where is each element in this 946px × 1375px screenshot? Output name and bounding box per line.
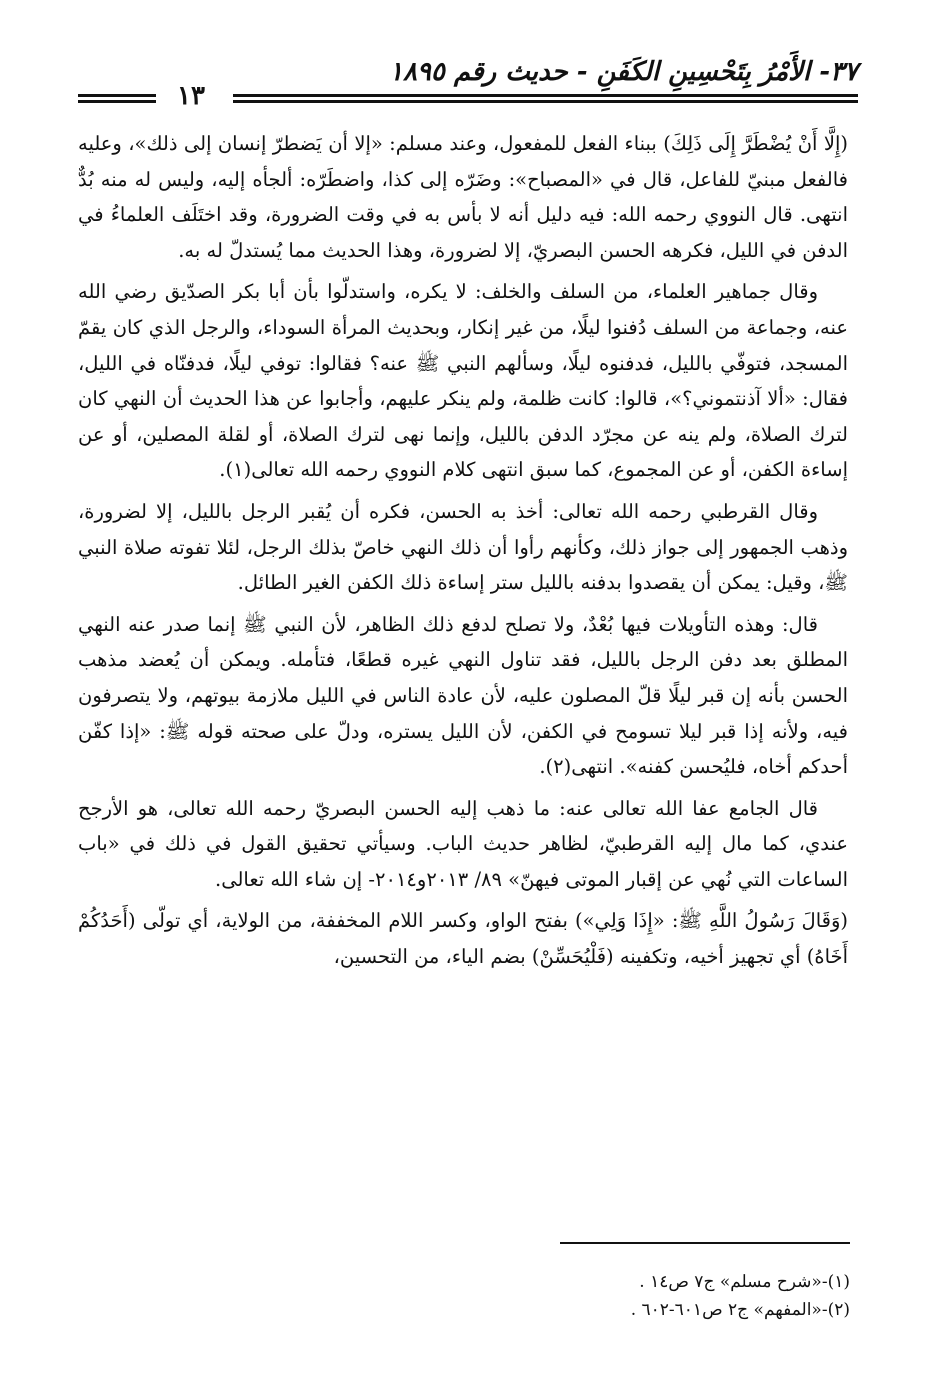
page-number: ١٣ [177, 81, 205, 111]
footnote: (٢)-«المفهم» ج٢ ص٦٠١-٦٠٢ . [630, 1300, 850, 1320]
header-rule [78, 94, 858, 106]
running-header-title: ٣٧- الأَمْرُ بِتَحْسِينِ الكَفَنِ - حديث رقم ١٨٩٥ [389, 57, 858, 87]
footnote-separator [560, 1242, 850, 1244]
paragraph: وقال القرطبي رحمه الله تعالى: أخذ به الحسن، فكره أن يُقبر الرجل بالليل، إلا لضرورة، وذهب الجمهور إلى جواز ذلك، وكأنهم رأوا أن ذلك النهي خاصّ بذلك الرجل، لئلا تفوته صلاة النبي ﷺ، وقيل: يمكن أن يقصدوا بدفنه بالليل ستر إساءة ذلك الكفن الغير الطائل. [78, 499, 848, 595]
footnotes [440, 1268, 850, 1324]
paragraph: وقال جماهير العلماء، من السلف والخلف: لا يكره، واستدلّوا بأن أبا بكر الصدّيق رضي الله عنه، وجماعة من السلف دُفنوا ليلًا، من غير إنكار، وبحديث المرأة السوداء، والرجل الذي كان يقمّ المسجد، فتوفّي بالليل، فدفنوه ليلًا، وسألهم النبي ﷺ عنه؟ فقالوا: توفي ليلًا، فدفنّاه في الليل، فقال: «ألا آذنتموني؟»، قالوا: كانت ظلمة، ولم ينكر عليهم، وأجابوا عن هذا الحديث أن النهي كان لترك الصلاة، ولم ينه عن مجرّد الدفن بالليل، وإنما نهى لترك الصلاة، أو لقلة المصلين، أو عن إساءة الكفن، أو عن المجموع، كما سبق انتهى كلام النووي رحمه الله تعالى(١). [78, 280, 848, 482]
paragraph: قال الجامع عفا الله تعالى عنه: ما ذهب إليه الحسن البصريّ رحمه الله تعالى، هو الأرجح عندي، كما مال إليه القرطبيّ، لظاهر حديث الباب. وسيأتي تحقيق القول في ذلك في «باب الساعات التي نُهي عن إقبار الموتى فيهنّ» ٨٩/ ٢٠١٣و٢٠١٤- إن شاء الله تعالى. [78, 796, 848, 891]
paragraph: قال: وهذه التأويلات فيها بُعْدٌ، ولا تصلح لدفع ذلك الظاهر، لأن النبي ﷺ إنما صدر عنه النهي المطلق بعد دفن الرجل بالليل، فقد تناول النهي غيره قطعًا، فتأمله. ويمكن أن يُعضد مذهب الحسن بأنه إن قبر ليلًا قلّ المصلون عليه، لأن عادة الناس في الليل ملازمة بيوتهم، ولا يتصرفون فيه، ولأنه إذا قبر ليلا تسومح في الكفن، لأن الليل يستره، ودلّ على صحته قوله ﷺ: «إذا كفّن أحدكم أخاه، فليُحسن كفنه». انتهى(٢). [78, 612, 848, 779]
body-text [78, 126, 848, 981]
paragraph: (وَقَالَ رَسُولُ اللَّهِ ﷺ: «إِذَا وَلِي») بفتح الواو، وكسر اللام المخففة، من الولاية، أي تولّى (أَحَدُكُمْ أَخَاهُ) أي تجهيز أخيه، وتكفينه (فَلْيُحَسِّنْ) بضم الياء، من التحسين، [78, 909, 848, 969]
footnote: (١)-«شرح مسلم» ج٧ ص١٤ . [639, 1272, 850, 1292]
paragraph: (إِلَّا أَنْ يُضْطَرَّ إِلَى ذَلِكَ) ببناء الفعل للمفعول، وعند مسلم: «إلا أن يَضطرّ إنسان إلى ذلك»، وعليه فالفعل مبنيّ للفاعل، قال في «المصباح»: وضَرّه إلى كذا، واضطَرّه: ألجأه إليه، وليس له منه بُدٌّ انتهى. قال النووي رحمه الله: فيه دليل أنه لا بأس به في وقت الضرورة، وقد اختَلَف العلماءُ في الدفن في الليل، فكرهه الحسن البصريّ، إلا لضرورة، وهذا الحديث مما يُستدلّ له به. [78, 132, 848, 262]
